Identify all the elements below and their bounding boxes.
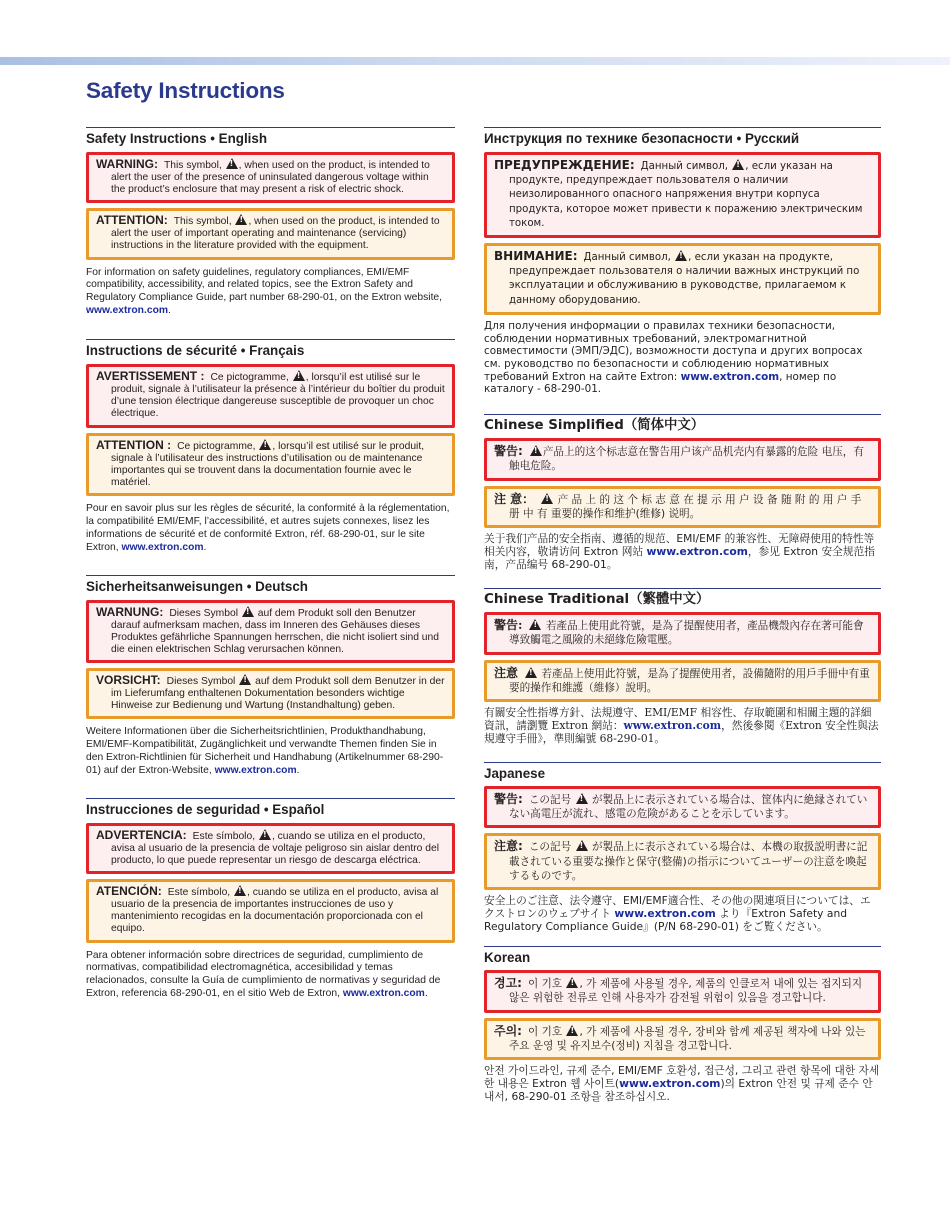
section-title: Instructions de sécurité • Français	[86, 343, 305, 359]
warning-triangle-icon	[576, 793, 588, 804]
warning-triangle-icon	[525, 667, 537, 678]
warning-triangle-icon	[530, 445, 542, 456]
warning-box	[484, 786, 881, 829]
caution-box	[484, 1018, 881, 1061]
extron-link[interactable]: www.extron.com	[121, 541, 204, 553]
warning-label: 경고:	[494, 976, 522, 991]
extron-link[interactable]: www.extron.com	[623, 719, 722, 733]
warning-box	[484, 612, 881, 655]
caution-box	[86, 208, 455, 259]
info-text-end: より『Extron Safety and Regulatory Compliance Guide』(P/N 68-290-01) をご覧ください。	[484, 907, 848, 934]
warning-label: 警告:	[494, 791, 523, 806]
info-text: Pour en savoir plus sur les règles de sécurité, la conformité à la réglementation, la compatibilité EMI/EMF, l’accessibilité, et autres sujets connexes, lisez les informations de sécurité et de conformité Extron, réf. 68-290-01, sur le site Extron,	[86, 502, 450, 553]
caution-label: ATTENTION :	[96, 437, 172, 452]
warning-text-pre: Dieses Symbol	[169, 607, 238, 619]
warning-triangle-icon	[235, 214, 247, 225]
caution-box	[484, 243, 881, 315]
info-text: 안전 가이드라인, 규제 준수, EMI/EMF 호환성, 접근성, 그리고 관련 항목에 대한 자세한 내용은 Extron 웹 사이트(	[484, 1064, 880, 1091]
info-text-end: )의 Extron 안전 및 규제 준수 안내서, 68-290-01 조항을 참조하십시오.	[484, 1077, 873, 1104]
warning-text-pre: 이 기호	[527, 978, 563, 991]
info-text-end: ，然後參閱《Extron 安全性與法規遵守手冊》，準則編號 68-290-01。	[484, 719, 879, 745]
caution-text-pre: 이 기호	[527, 1025, 563, 1038]
caution-text: , cuando se utiliza en el producto, avisa al usuario de la presencia de importantes instrucciones de uso y mantenimiento recogidas en la documentación proporcionada con el equipo.	[111, 887, 439, 935]
warning-label: WARNING:	[96, 157, 158, 171]
caution-label: 주의:	[494, 1023, 522, 1038]
page-title: Safety Instructions	[86, 78, 285, 103]
extron-link[interactable]: www.extron.com	[646, 545, 748, 559]
warning-text: 产品上的这个标志意在警告用户该产品机壳内有暴露的危险 电压，有触电危险。	[509, 446, 864, 473]
extron-link[interactable]: www.extron.com	[680, 370, 780, 383]
caution-text: , 가 제품에 사용될 경우, 장비와 함께 제공된 책자에 나와 있는 주요 운영 및 유지보수(정비) 지침을 경고합니다.	[509, 1025, 866, 1052]
caution-box	[86, 668, 455, 719]
caution-text: 若產品上使用此符號，是為了提醒使用者，設備隨附的用戶手冊中有重要的操作和維護（維修）說明。	[509, 667, 870, 694]
caution-box	[484, 486, 881, 529]
warning-text: 若產品上使用此符號，是為了提醒使用者，產品機殼內存在著可能會導致觸電之風險的未絕緣危險電壓。	[509, 619, 864, 647]
caution-text-pre: This symbol,	[173, 216, 232, 228]
caution-text-pre: この記号	[528, 841, 572, 854]
info-paragraph	[484, 1065, 881, 1104]
info-text-end: , номер по каталогу - 68-290-01.	[484, 370, 837, 396]
section-title: Korean	[484, 950, 531, 966]
caution-box	[484, 833, 881, 890]
warning-label: WARNUNG:	[96, 604, 164, 619]
section-title: Safety Instructions • English	[86, 131, 268, 146]
section-title: Инструкция по технике безопасности • Русский	[484, 131, 800, 146]
info-paragraph	[86, 950, 455, 1002]
warning-triangle-icon	[576, 840, 588, 851]
warning-triangle-icon	[541, 493, 553, 504]
info-text: For information on safety guidelines, regulatory compliances, EMI/EMF compatibility, accessibility, and related topics, see the Extron Safety and Regulatory Compliance Guide, part number 68-290-01, on the Extron website,	[86, 266, 443, 304]
section-korean	[484, 946, 881, 1104]
info-text: Weitere Informationen über die Sicherheitsrichtlinien, Produkthandhabung, EMI/EMF-Kompatibilität, Zugänglichkeit und verwandte Themen finden Sie in den Extron-Richtlinien für Sicherheit und Handhabung (Artikelnummer 68-290-01) auf der Extron-Website,	[86, 726, 444, 776]
warning-box	[86, 152, 455, 203]
section-german	[86, 575, 455, 778]
caution-label: 注意:	[494, 839, 523, 854]
section-russian	[484, 127, 881, 396]
right-column	[484, 127, 881, 1104]
info-text: 安全上のご注意、法令遵守、EMI/EMF適合性、その他の関連項目については、エクストロンのウェブサイト	[484, 894, 871, 921]
caution-text: , lorsqu’il est utilisé sur le produit, signale à l’utilisateur des instructions d’utilisation ou de maintenance importantes qui se trouvent dans la documentation fournie avec le matériel.	[111, 440, 425, 488]
section-chinese-simplified	[484, 414, 881, 572]
caution-text: が製品上に表示されている場合は、本機の取扱説明書に記載されている重要な操作と保守(整備)の指示についてユーザーの注意を喚起するものです。	[509, 841, 868, 883]
info-paragraph	[484, 533, 881, 572]
warning-text: , 가 제품에 사용될 경우, 제품의 인클로저 내에 있는 접지되지 않은 위험한 전류로 인해 사용자가 감전될 위험이 있음을 경고합니다.	[509, 978, 863, 1005]
info-paragraph	[484, 707, 881, 746]
caution-box	[484, 660, 881, 703]
warning-triangle-icon	[242, 606, 254, 617]
warning-triangle-icon	[239, 674, 251, 685]
caution-text-pre: Dieses Symbol	[166, 675, 236, 687]
warning-label: ADVERTENCIA:	[96, 827, 187, 842]
caution-text: , если указан на продукте, предупреждает пользователя о наличии важных инструкций по эксплуатации и обслуживанию в руководстве, прилагаемом к данному оборудованию.	[509, 252, 860, 306]
warning-triangle-icon	[566, 977, 578, 988]
caution-label: 注意	[494, 665, 519, 680]
caution-box	[86, 433, 455, 496]
info-text-end: .	[203, 541, 207, 553]
caution-text-pre: Данный символ,	[583, 252, 671, 264]
left-column	[86, 127, 455, 1001]
extron-link[interactable]: www.extron.com	[614, 907, 716, 921]
extron-link[interactable]: www.extron.com	[342, 988, 425, 1000]
info-text: 关于我们产品的安全指南、遵循的规范、EMI/EMF 的兼容性、无障碍使用的特性等相关内容，敬请访问 Extron 网站	[484, 532, 875, 559]
caution-label: ATTENTION:	[96, 213, 168, 228]
caution-text-pre: Ce pictogramme,	[177, 440, 256, 452]
warning-triangle-icon	[293, 370, 305, 381]
warning-text: , lorsqu’il est utilisé sur le produit, signale à l’utilisateur la présence à l’intérieur du boîtier du produit d’une tension électrique dangereuse susceptible de provoquer un choc électrique.	[111, 372, 445, 420]
section-japanese	[484, 762, 881, 934]
warning-text-pre: Данный символ,	[640, 161, 728, 172]
caution-text: , when used on the product, is intended to alert the user of important operating and maintenance (servicing) instructions in the literature provided with the equipment.	[111, 216, 440, 252]
extron-link[interactable]: www.extron.com	[86, 305, 169, 317]
warning-triangle-icon	[529, 619, 541, 630]
top-accent-bar	[0, 57, 950, 65]
caution-label: ATENCIÓN:	[96, 884, 162, 899]
info-paragraph	[484, 895, 881, 934]
caution-box	[86, 879, 455, 942]
caution-label: 注 意：	[494, 491, 535, 506]
section-title: Chinese Simplified（简体中文）	[484, 418, 705, 434]
section-spanish	[86, 798, 455, 1001]
info-paragraph	[484, 320, 881, 396]
info-text-end: .	[296, 764, 300, 776]
info-text-end: ，参见 Extron 安全规范指南，产品编号 68-290-01。	[484, 545, 875, 572]
caution-text: auf dem Produkt soll dem Benutzer in der im Lieferumfang enthaltenen Dokumentation besonders wichtige Hinweise zur Bedienung und Wartung (Instandhaltung) geben.	[111, 675, 445, 712]
warning-box	[484, 152, 881, 238]
warning-label: ПРЕДУПРЕЖДЕНИЕ:	[494, 158, 635, 172]
info-paragraph	[86, 726, 455, 778]
caution-text: 产 品 上 的 这 个 标 志 意 在 提 示 用 户 设 备 随 附 的 用 户 手 册 中 有 重要的操作和维护(维修) 说明。	[509, 493, 862, 520]
warning-text: , cuando se utiliza en el producto, avisa al usuario de la presencia de voltaje peligroso sin aislar dentro del producto, lo que puede representar un riesgo de descarga eléctrica.	[111, 830, 439, 867]
warning-text-pre: Ce pictogramme,	[210, 372, 289, 384]
info-text-end: .	[424, 988, 428, 1000]
warning-triangle-icon	[259, 439, 271, 450]
warning-text: , если указан на продукте, предупреждает пользователя о наличии неизолированного опасного напряжения внутри корпуса продукта, которое может привести к поражению электрическим током.	[509, 161, 863, 229]
warning-box	[484, 438, 881, 481]
warning-triangle-icon	[226, 158, 238, 169]
warning-label: 警告:	[494, 617, 523, 632]
info-text: Для получения информации о правилах техники безопасности, соблюдении нормативных требований, электромагнитной совместимости (ЭМП/ЭДС), возможности доступа и других вопросах см. руководство по безопасности и соблюдению нормативных требований Extron на сайте Extron:	[484, 319, 863, 383]
section-title: Sicherheitsanweisungen • Deutsch	[86, 578, 308, 594]
warning-text: が製品上に表示されている場合は、筐体内に絶縁されていない高電圧が流れ、感電の危険があることを示しています。	[509, 793, 868, 821]
warning-triangle-icon	[675, 250, 687, 261]
warning-box	[86, 364, 455, 427]
warning-box	[484, 970, 881, 1013]
section-chinese-traditional	[484, 588, 881, 746]
info-text: 有關安全性指導方針、法規遵守、EMI/EMF 相容性、存取範圍和相關主題的詳細資訊，請瀏覽 Extron 網站：	[484, 706, 872, 733]
section-title: Instrucciones de seguridad • Español	[86, 801, 325, 817]
warning-text: auf dem Produkt soll den Benutzer darauf aufmerksam machen, dass im Inneren des Gehäuses dieses Produktes gefährliche Spannungen herrschen, die nicht isoliert sind und die einen elektrischen Schlag verursachen können.	[111, 607, 439, 655]
warning-box	[86, 823, 455, 874]
warning-text-pre: Este símbolo,	[192, 830, 256, 842]
warning-triangle-icon	[259, 829, 271, 840]
section-english	[86, 127, 455, 318]
warning-triangle-icon	[566, 1025, 578, 1036]
section-french	[86, 339, 455, 554]
extron-link[interactable]: www.extron.com	[619, 1077, 721, 1091]
warning-box	[86, 600, 455, 663]
info-paragraph	[86, 267, 455, 319]
info-paragraph	[86, 503, 455, 555]
info-text-end: .	[168, 305, 171, 317]
warning-text: , when used on the product, is intended to alert the user of the presence of uninsulated dangerous voltage within the product’s enclosure that may present a risk of electric shock.	[111, 160, 430, 196]
warning-triangle-icon	[732, 159, 744, 170]
warning-triangle-icon	[234, 885, 246, 896]
warning-text-pre: この記号	[528, 793, 572, 806]
warning-text-pre: This symbol,	[164, 160, 222, 171]
warning-label: AVERTISSEMENT :	[96, 369, 205, 384]
warning-label: 警告:	[494, 444, 523, 459]
caution-label: VORSICHT:	[96, 672, 161, 687]
section-title: Chinese Traditional（繁體中文）	[484, 591, 710, 607]
extron-link[interactable]: www.extron.com	[214, 764, 297, 776]
section-title: Japanese	[484, 765, 546, 781]
info-text: Para obtener información sobre directrices de seguridad, cumplimiento de normativas, compatibilidad electromagnética, accesibilidad y temas relacionados, consulte la Guía de cumplimiento de normativas y seguridad de Extron, referencia 68-290-01, en el sitio Web de Extron,	[86, 949, 441, 1000]
caution-text-pre: Este símbolo,	[167, 887, 231, 899]
caution-label: ВНИМАНИЕ:	[494, 249, 578, 264]
